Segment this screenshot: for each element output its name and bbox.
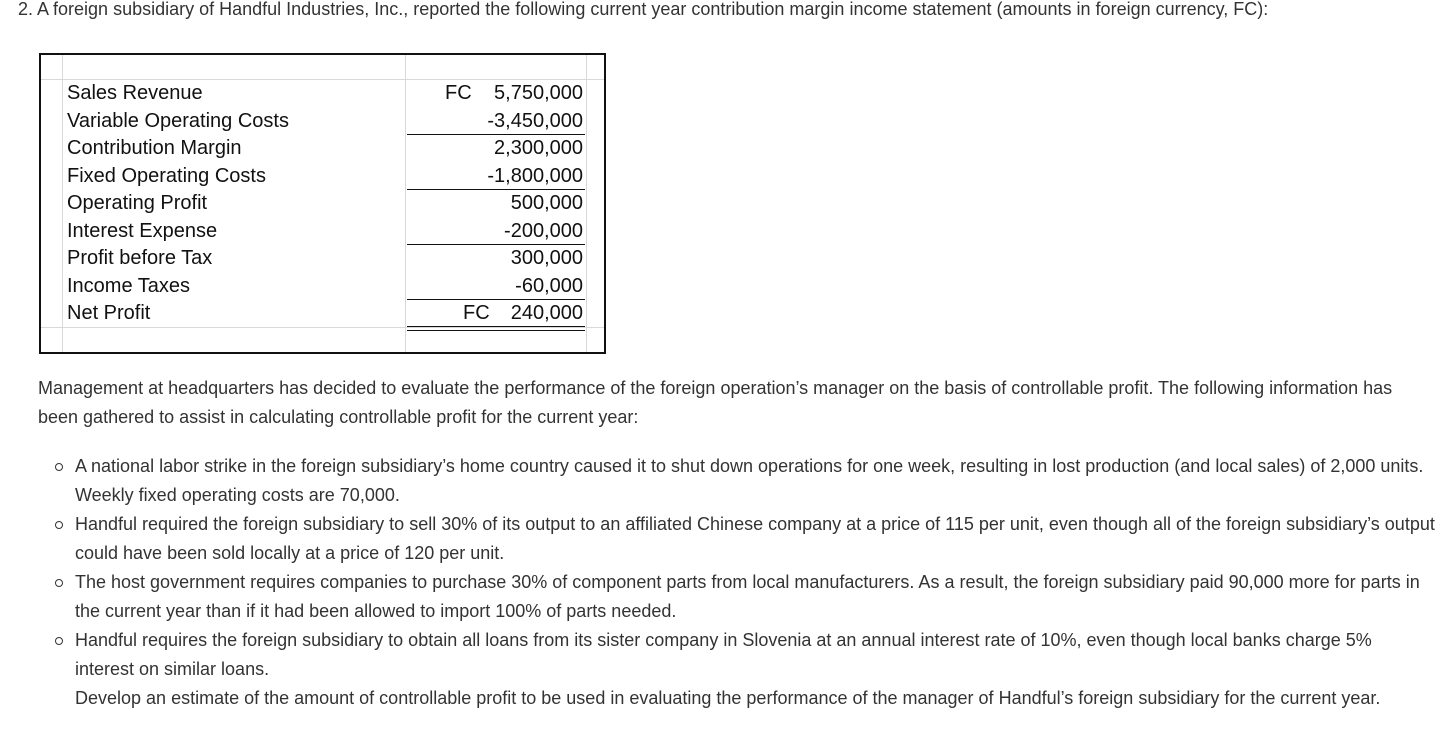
currency-label: FC <box>445 82 472 104</box>
row-label: Operating Profit <box>67 192 208 214</box>
currency-label: FC <box>463 302 490 324</box>
statement-row <box>41 80 604 108</box>
statement-row <box>41 190 604 218</box>
context-paragraph: Management at headquarters has decided to evaluate the performance of the foreign operation’s manager on the basis of controllable profit. The following information has been gathered to assist in calculating controllable profit for the current year: <box>38 378 1393 427</box>
statement-row <box>41 135 604 163</box>
facts-list <box>0 452 1445 684</box>
task-instruction: Develop an estimate of the amount of controllable profit to be used in evaluating the performance of the manager of Handful’s foreign subsidiary for the current year. <box>75 688 1381 708</box>
row-amount <box>407 135 583 162</box>
row-amount <box>407 300 583 327</box>
amount-value: 500,000 <box>510 192 583 214</box>
list-item-text: The host government requires companies to purchase 30% of component parts from local manufacturers. As a result, the foreign subsidiary paid 90,000 more for parts in the current year than if it had been allowed to import 100% of parts needed. <box>75 572 1420 621</box>
amount-value: -200,000 <box>504 219 583 242</box>
row-amount <box>407 218 583 245</box>
amount-value: 240,000 <box>510 302 583 324</box>
statement-row <box>41 245 604 273</box>
amount-value: -3,450,000 <box>487 109 583 132</box>
question-text: 2. A foreign subsidiary of Handful Industries, Inc., reported the following current year contribution margin income statement (amounts in foreign currency, FC): <box>18 0 1269 19</box>
row-amount <box>407 245 583 272</box>
statement-row <box>41 300 604 328</box>
list-item-text: A national labor strike in the foreign subsidiary’s home country caused it to shut down operations for one week, resulting in lost production (and local sales) of 2,000 units. Weekly fixed operating costs are 70,000. <box>75 456 1424 505</box>
row-label: Income Taxes <box>67 274 191 297</box>
list-item <box>75 452 1435 510</box>
statement-row <box>41 163 604 191</box>
row-amount <box>407 190 583 217</box>
row-label: Profit before Tax <box>67 247 213 269</box>
list-item-text: Handful required the foreign subsidiary to sell 30% of its output to an affiliated Chinese company at a price of 115 per unit, even though all of the foreign subsidiary’s output could have been sold locally at a price of 120 per unit. <box>75 514 1435 563</box>
list-item-text: Handful requires the foreign subsidiary to obtain all loans from its sister company in Slovenia at an annual interest rate of 10%, even though local banks charge 5% interest on similar loans. <box>75 630 1372 679</box>
list-item <box>75 568 1435 626</box>
row-label: Variable Operating Costs <box>67 109 289 132</box>
row-amount <box>407 273 583 300</box>
amount-value: -1,800,000 <box>487 164 583 187</box>
row-label: Fixed Operating Costs <box>67 164 266 187</box>
amount-value: 5,750,000 <box>494 82 583 104</box>
row-label: Interest Expense <box>67 219 218 242</box>
row-label: Contribution Margin <box>67 137 242 159</box>
circle-bullet-icon <box>55 463 63 471</box>
row-amount <box>407 163 583 190</box>
list-item <box>75 626 1435 684</box>
row-label: Net Profit <box>67 302 151 324</box>
total-double-underline <box>407 326 585 331</box>
row-label: Sales Revenue <box>67 82 203 104</box>
amount-value: 2,300,000 <box>494 137 583 159</box>
statement-row <box>41 273 604 301</box>
circle-bullet-icon <box>55 579 63 587</box>
income-statement-table <box>39 53 606 354</box>
amount-value: -60,000 <box>515 274 583 297</box>
row-amount <box>407 108 583 135</box>
row-amount <box>407 80 583 107</box>
list-item <box>75 510 1435 568</box>
statement-row <box>41 108 604 136</box>
statement-row <box>41 218 604 246</box>
circle-bullet-icon <box>55 521 63 529</box>
circle-bullet-icon <box>55 637 63 645</box>
amount-value: 300,000 <box>510 247 583 269</box>
